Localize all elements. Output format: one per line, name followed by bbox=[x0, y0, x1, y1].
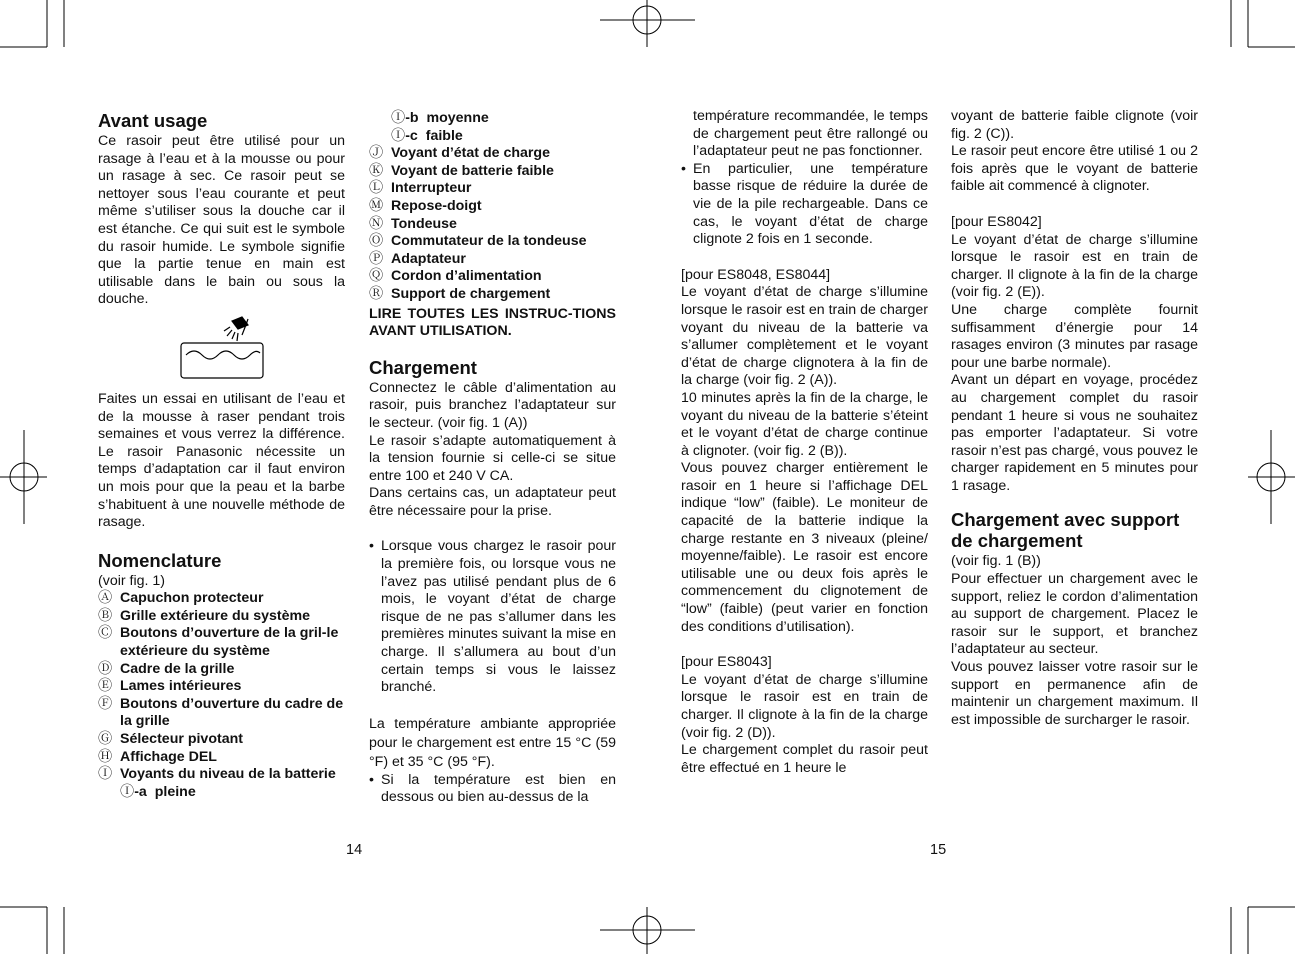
item-label: Voyant d’état de charge bbox=[391, 145, 550, 162]
item-letter: Ⓝ bbox=[369, 215, 384, 232]
nomenclature-list bbox=[369, 145, 616, 303]
nomenclature-item bbox=[98, 608, 345, 626]
nomenclature-item bbox=[369, 251, 616, 269]
item-letter: Ⓒ bbox=[98, 625, 113, 642]
bullet-item: • En particulier, une température basse risque de réduire la durée de vie de la pile rechargeable. Dans ce cas, le voyant d’état de charge clignote 2 fois en 1 seconde. bbox=[681, 161, 928, 249]
item-letter: Ⓙ bbox=[369, 145, 384, 162]
item-letter: Ⓓ bbox=[98, 660, 113, 677]
item-label: Grille extérieure du système bbox=[120, 607, 311, 624]
sub-item bbox=[369, 128, 616, 146]
sub-item bbox=[369, 110, 616, 128]
paragraph: Dans certains cas, un adaptateur peut être nécessaire pour la prise. bbox=[369, 485, 616, 519]
item-letter: Ⓔ bbox=[98, 678, 113, 695]
item-letter: Ⓠ bbox=[369, 268, 384, 285]
nomenclature-item bbox=[98, 590, 345, 608]
paragraph: Le rasoir peut encore être utilisé 1 ou 2 fois après que le voyant de batterie faible ait commencé à clignoter. bbox=[951, 143, 1198, 195]
bullet-item: • Si la température est bien en dessous ou bien au-dessus de la bbox=[369, 772, 616, 807]
model-label: [pour ES8043] bbox=[681, 654, 772, 671]
item-label: Commutateur de la tondeuse bbox=[391, 233, 587, 250]
nomenclature-item bbox=[369, 145, 616, 163]
paragraph: Le voyant d’état de charge s’illumine lorsque le rasoir est en train de charger. Il clignote à la fin de la charge (voir fig. 2 (E)). bbox=[951, 231, 1198, 301]
warning-text: LIRE TOUTES LES INSTRUC-TIONS AVANT UTILISATION. bbox=[369, 305, 616, 340]
figure-reference: (voir fig. 1 (B)) bbox=[951, 553, 1041, 570]
nomenclature-item bbox=[369, 163, 616, 181]
nomenclature-item bbox=[98, 766, 345, 784]
item-letter: Ⓑ bbox=[98, 607, 113, 624]
column-1 bbox=[98, 110, 345, 801]
paragraph: 10 minutes après la fin de la charge, le voyant du niveau de la batterie s’éteint et le voyant d’état de charge continue à clignoter. (voir fig. 2 (B)). bbox=[681, 389, 928, 459]
paragraph: Le voyant d’état de charge s’illumine lorsque le rasoir est en train de charger. Il clignote à la fin de la charge (voir fig. 2 (D)). bbox=[681, 671, 928, 741]
sub-item-tag: -b bbox=[405, 110, 419, 126]
nomenclature-item bbox=[369, 180, 616, 198]
item-label: Cadre de la grille bbox=[120, 660, 235, 677]
item-letter: Ⓘ bbox=[120, 783, 135, 800]
item-letter: Ⓘ bbox=[391, 110, 406, 126]
model-label: [pour ES8042] bbox=[951, 213, 1042, 230]
item-letter: Ⓚ bbox=[369, 162, 384, 179]
item-label: Boutons d’ouverture du cadre de la grille bbox=[120, 695, 344, 730]
item-letter: Ⓘ bbox=[98, 766, 113, 783]
item-label: Capuchon protecteur bbox=[120, 590, 264, 607]
paragraph: voyant de batterie faible clignote (voir fig. 2 (C)). bbox=[951, 108, 1198, 142]
item-letter: Ⓡ bbox=[369, 285, 384, 302]
sub-item-tag: -a bbox=[134, 783, 147, 800]
nomenclature-item bbox=[369, 268, 616, 286]
item-label: Repose-doigt bbox=[391, 197, 482, 214]
section-title-chargement: Chargement bbox=[369, 356, 477, 378]
column-2 bbox=[369, 110, 616, 807]
paragraph: La température ambiante appropriée pour le chargement est entre 15 °C (59 °F) et 35 °C (95 °F). bbox=[369, 715, 616, 770]
item-label: Voyant de batterie faible bbox=[391, 162, 554, 179]
paragraph: Le voyant d’état de charge s’illumine lorsque le rasoir est en train de charger voyant du niveau de la batterie va s’allumer complètement et le voyant d’état de charge clignotera à la fin de la charge (voir fig. 2 (A)). bbox=[681, 284, 928, 389]
item-label: Boutons d’ouverture de la gril-le extérieure du système bbox=[120, 625, 339, 660]
nomenclature-item bbox=[369, 233, 616, 251]
paragraph: Pour effectuer un chargement avec le support, reliez le cordon d’alimentation au support de chargement. Placez le rasoir sur le support, et branchez l’adaptateur au secteur. bbox=[951, 571, 1198, 658]
section-title-nomenclature: Nomenclature bbox=[98, 549, 222, 571]
item-letter: Ⓘ bbox=[391, 127, 406, 144]
shower-bath-symbol-icon bbox=[180, 315, 264, 379]
paragraph: Vous pouvez laisser votre rasoir sur le support en permanence afin de maintenir un chargement maximum. Il est impossible de surcharger le rasoir. bbox=[951, 659, 1198, 728]
paragraph: Ce rasoir peut être utilisé pour un rasage à l’eau et à la mousse ou pour un rasage à sec. Ce rasoir peut se nettoyer sous l’eau courante et peut même s’utiliser sous la douche car il est étanche. Ce qui suit est le symbole du rasoir humide. Le symbole signifie que la partie tenue en main est utilisable dans le bain ou sous la douche. bbox=[98, 133, 345, 308]
item-label: Support de chargement bbox=[391, 285, 551, 302]
bullet-continuation: température recommandée, le temps de chargement peut être rallongé ou l’adaptateur peut ne pas fonctionner. bbox=[693, 108, 928, 160]
nomenclature-item bbox=[98, 731, 345, 749]
sub-item-tag: -c bbox=[405, 127, 418, 144]
model-label: [pour ES8048, ES8044] bbox=[681, 266, 831, 283]
nomenclature-item bbox=[369, 216, 616, 234]
item-letter: Ⓛ bbox=[369, 180, 384, 197]
item-label: Affichage DEL bbox=[120, 748, 217, 765]
nomenclature-item bbox=[98, 678, 345, 696]
nomenclature-item bbox=[369, 198, 616, 216]
item-label: Voyants du niveau de la batterie bbox=[120, 766, 336, 783]
paragraph: Le rasoir s’adapte automatiquement à la tension fournie si celle-ci se situe entre 100 et 240 V CA. bbox=[369, 432, 616, 484]
item-letter: Ⓐ bbox=[98, 590, 113, 607]
paragraph: Une charge complète fournit suffisamment d’énergie pour 14 rasages environ (3 minutes par rasage pour une barbe normale). bbox=[951, 301, 1198, 371]
sub-item-text: pleine bbox=[154, 783, 196, 800]
item-letter: Ⓜ bbox=[369, 197, 384, 214]
sub-item-text: moyenne bbox=[426, 110, 489, 126]
nomenclature-item bbox=[369, 286, 616, 304]
item-letter: Ⓞ bbox=[369, 233, 384, 250]
sub-item bbox=[98, 784, 345, 802]
nomenclature-list bbox=[98, 590, 345, 784]
page-number-left: 14 bbox=[346, 842, 363, 858]
nomenclature-item bbox=[98, 661, 345, 679]
paragraph: Connectez le câble d’alimentation au rasoir, puis branchez l’adaptateur sur le secteur. (voir fig. 1 (A)) bbox=[369, 379, 616, 431]
sub-item-text: faible bbox=[425, 127, 463, 144]
item-label: Adaptateur bbox=[391, 250, 466, 267]
section-title-support: Chargement avec support de chargement bbox=[951, 509, 1180, 552]
bullet-item: • Lorsque vous chargez le rasoir pour la première fois, ou lorsque vous ne l’avez pas utilisé pendant plus de 6 mois, le voyant d’état de charge risque de ne pas s’allumer dans les premières minutes suivant la mise en charge. Il s’allumera au bout d’un certain temps si vous le laissez branché. bbox=[369, 538, 616, 696]
figure-reference: (voir fig. 1) bbox=[98, 572, 166, 589]
paragraph: Vous pouvez charger entièrement le rasoir en 1 heure si l’affichage DEL indique “low” (faible). Le moniteur de capacité de la batterie indique la charge restante en 3 niveaux (pleine/ moyenne/faible). Le rasoir est encore utilisable une ou deux fois après le commencement du clignotement de “low” (faible) (peut varier en fonction des conditions d’utilisation). bbox=[681, 460, 928, 635]
item-label: Sélecteur pivotant bbox=[120, 731, 243, 748]
page-number-right: 15 bbox=[930, 842, 947, 858]
column-4 bbox=[951, 108, 1198, 729]
item-label: Interrupteur bbox=[391, 180, 472, 197]
nomenclature-item bbox=[98, 696, 345, 731]
section-title-avant-usage: Avant usage bbox=[98, 110, 208, 131]
item-letter: Ⓕ bbox=[98, 695, 113, 712]
column-3 bbox=[681, 108, 928, 777]
paragraph: Avant un départ en voyage, procédez au chargement complet du rasoir pendant 1 heure si vous ne souhaitez pas emporter l’adaptateur. Si votre rasoir n’est pas chargé, vous pouvez le charger rapidement en 5 minutes pour 1 rasage. bbox=[951, 372, 1198, 494]
item-label: Cordon d’alimentation bbox=[391, 268, 542, 285]
item-letter: Ⓟ bbox=[369, 250, 384, 267]
item-letter: Ⓗ bbox=[98, 748, 113, 765]
nomenclature-item bbox=[98, 749, 345, 767]
nomenclature-item bbox=[98, 625, 345, 660]
item-label: Tondeuse bbox=[391, 215, 457, 232]
item-letter: Ⓖ bbox=[98, 731, 113, 748]
paragraph: Le chargement complet du rasoir peut être effectué en 1 heure le bbox=[681, 742, 928, 776]
item-label: Lames intérieures bbox=[120, 678, 242, 695]
paragraph: Faites un essai en utilisant de l’eau et de la mousse à raser pendant trois semaines et vous verrez la différence. Le rasoir Panasonic nécessite un temps d’adaptation car il faut environ un mois pour que la peau et la barbe s’habituent à une nouvelle méthode de rasage. bbox=[98, 390, 345, 531]
